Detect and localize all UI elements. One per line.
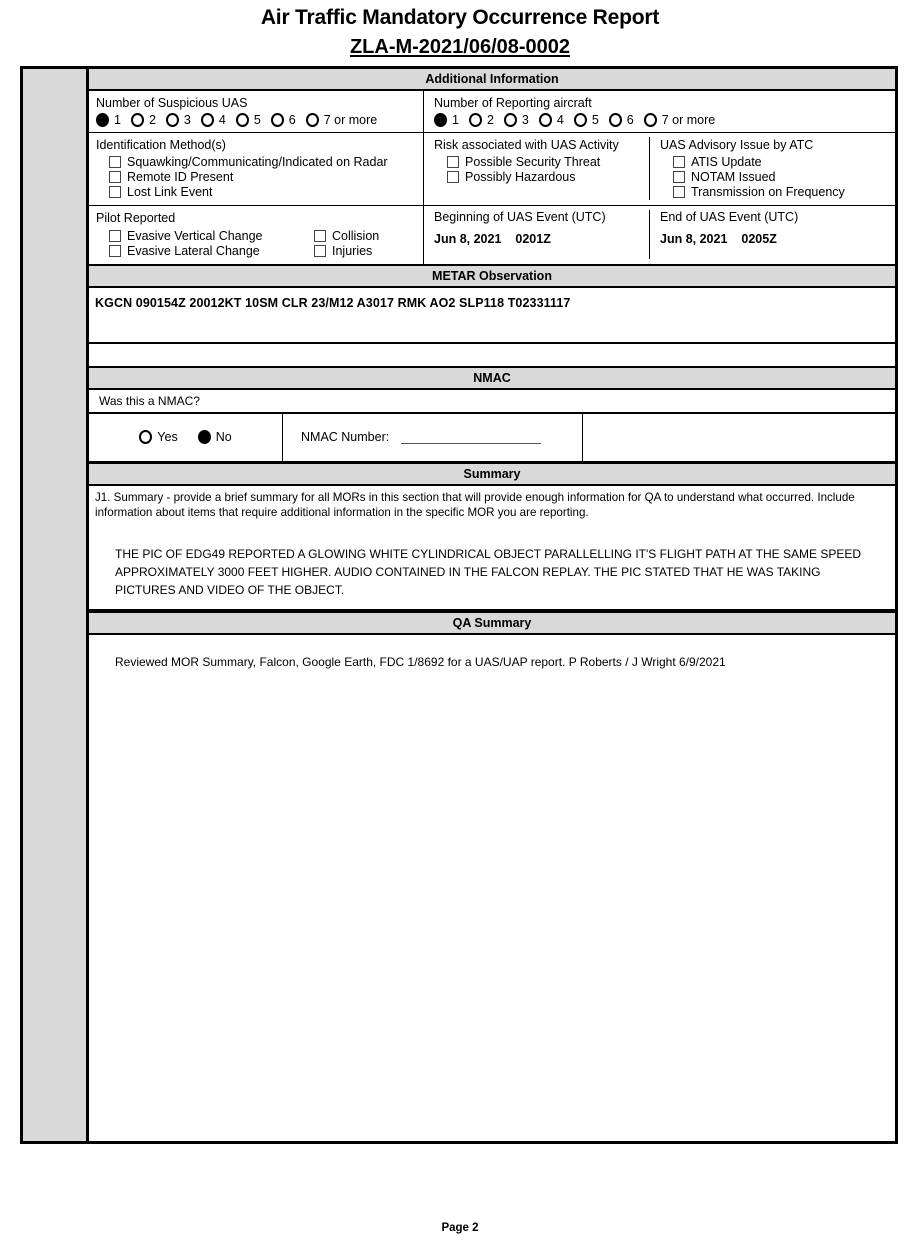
report-number — [0, 29, 920, 64]
checkbox-label: Injuries — [332, 243, 373, 258]
identification-risk-advisory-row — [89, 133, 895, 206]
pilot-reported-column-two — [301, 228, 423, 259]
radio-empty-icon[interactable] — [574, 113, 587, 127]
risk-label: Risk associated with UAS Activity — [434, 137, 619, 152]
radio-filled-icon[interactable] — [198, 430, 211, 444]
option-label: 4 — [556, 112, 564, 127]
summary-instruction: J1. Summary - provide a brief summary for all MORs in this section that will provide enough information for QA to understand what occurred. Include information about items that require additional information in the specific MOR you are reporting. — [95, 490, 855, 520]
checkbox-label: Collision — [332, 228, 380, 243]
identification-methods-label: Identification Method(s) — [96, 137, 226, 152]
suspicious-uas-option-5[interactable] — [236, 113, 261, 127]
risk-advisory-cell — [424, 133, 895, 205]
nmac-number-label: NMAC Number: — [301, 430, 390, 445]
checkbox-label: Possibly Hazardous — [465, 169, 576, 184]
metar-spacer — [89, 344, 895, 366]
radio-filled-icon[interactable] — [96, 113, 109, 127]
pilot-reported-column-one — [96, 228, 301, 259]
option-label: 7 or more — [661, 112, 716, 127]
checkbox-label: Squawking/Communicating/Indicated on Radar — [127, 154, 388, 169]
suspicious-uas-option-4[interactable] — [201, 113, 226, 127]
checkbox-icon[interactable] — [109, 230, 121, 242]
qa-summary-text[interactable]: Reviewed MOR Summary, Falcon, Google Earth, FDC 1/8692 for a UAS/UAP report. P Roberts / J Wright 6/9/2021 — [115, 654, 726, 669]
radio-empty-icon[interactable] — [504, 113, 517, 127]
checkbox-collision[interactable] — [314, 229, 423, 243]
option-label: 1 — [114, 112, 121, 127]
nmac-number-input[interactable] — [401, 431, 541, 444]
radio-empty-icon[interactable] — [539, 113, 552, 127]
suspicious-uas-option-3[interactable] — [166, 113, 191, 127]
event-begin-cell — [434, 210, 650, 259]
report-form — [20, 66, 898, 1144]
checkbox-label: Possible Security Threat — [465, 154, 601, 169]
nmac-question: Was this a NMAC? — [89, 390, 895, 414]
option-label: Yes — [157, 430, 178, 445]
event-end-value — [660, 232, 895, 246]
suspicious-uas-option-7-or-more[interactable] — [306, 113, 378, 127]
option-label: 3 — [183, 112, 191, 127]
page-title: Air Traffic Mandatory Occurrence Report — [260, 6, 660, 29]
radio-empty-icon[interactable] — [306, 113, 319, 127]
radio-empty-icon[interactable] — [644, 113, 657, 127]
section-header-summary: Summary — [89, 464, 895, 486]
checkbox-squawking-communicating-indicated-on-radar[interactable] — [109, 155, 423, 169]
suspicious-uas-cell — [89, 91, 424, 132]
radio-empty-icon[interactable] — [609, 113, 622, 127]
checkbox-icon[interactable] — [447, 171, 459, 183]
option-label: 4 — [218, 112, 226, 127]
checkbox-label: Lost Link Event — [127, 184, 213, 199]
checkbox-transmission-on-frequency[interactable] — [673, 185, 895, 199]
section-header-additional-information: Additional Information — [89, 69, 895, 91]
checkbox-lost-link-event[interactable] — [109, 185, 423, 199]
event-end-time: 0205Z — [741, 231, 777, 246]
section-header-metar: METAR Observation — [89, 264, 895, 288]
event-times-cell — [424, 206, 895, 264]
event-end-cell — [650, 210, 895, 259]
checkbox-icon[interactable] — [447, 156, 459, 168]
page-footer: Page 2 — [441, 1222, 479, 1234]
metar-body — [89, 288, 895, 344]
radio-empty-icon[interactable] — [271, 113, 284, 127]
radio-empty-icon[interactable] — [201, 113, 214, 127]
option-label: 6 — [626, 112, 634, 127]
suspicious-uas-option-6[interactable] — [271, 113, 296, 127]
checkbox-label: Remote ID Present — [127, 169, 234, 184]
checkbox-notam-issued[interactable] — [673, 170, 895, 184]
option-label: 2 — [148, 112, 156, 127]
checkbox-icon[interactable] — [109, 156, 121, 168]
reporting-aircraft-option-4[interactable] — [539, 113, 564, 127]
event-end-date: Jun 8, 2021 — [660, 231, 728, 246]
checkbox-icon[interactable] — [109, 245, 121, 257]
radio-empty-icon[interactable] — [469, 113, 482, 127]
form-content — [89, 69, 895, 1141]
checkbox-icon[interactable] — [673, 171, 685, 183]
option-label: 2 — [486, 112, 494, 127]
event-begin-time: 0201Z — [515, 231, 551, 246]
checkbox-icon[interactable] — [109, 186, 121, 198]
reporting-aircraft-option-3[interactable] — [504, 113, 529, 127]
section-header-nmac: NMAC — [89, 366, 895, 390]
summary-cell — [89, 486, 895, 611]
counts-row — [89, 91, 895, 133]
suspicious-uas-option-2[interactable] — [131, 113, 156, 127]
option-label: No — [215, 430, 232, 445]
nmac-empty-cell — [583, 414, 895, 461]
checkbox-label: NOTAM Issued — [691, 169, 776, 184]
checkbox-possibly-hazardous[interactable] — [447, 170, 641, 184]
event-begin-date: Jun 8, 2021 — [434, 231, 502, 246]
reporting-aircraft-option-7-or-more[interactable] — [644, 113, 716, 127]
nmac-radio-group[interactable] — [89, 414, 283, 461]
radio-empty-icon[interactable] — [131, 113, 144, 127]
reporting-aircraft-cell — [424, 91, 895, 132]
checkbox-label: Transmission on Frequency — [691, 184, 845, 199]
advisory-cell — [650, 137, 895, 200]
suspicious-uas-option-1[interactable] — [96, 113, 121, 127]
reporting-aircraft-option-1[interactable] — [434, 113, 459, 127]
event-begin-label: Beginning of UAS Event (UTC) — [434, 209, 606, 224]
pilot-reported-events-row — [89, 206, 895, 264]
radio-filled-icon[interactable] — [434, 113, 447, 127]
checkbox-atis-update[interactable] — [673, 155, 895, 169]
checkbox-label: Evasive Vertical Change — [127, 228, 263, 243]
pilot-reported-label: Pilot Reported — [96, 210, 176, 225]
option-label: 1 — [452, 112, 459, 127]
suspicious-uas-label: Number of Suspicious UAS — [96, 96, 248, 110]
checkbox-evasive-lateral-change[interactable] — [109, 244, 301, 258]
reporting-aircraft-option-2[interactable] — [469, 113, 494, 127]
event-end-label: End of UAS Event (UTC) — [660, 209, 799, 224]
suspicious-uas-radio-group[interactable] — [96, 113, 423, 127]
radio-empty-icon[interactable] — [139, 430, 152, 444]
pilot-reported-cell — [89, 206, 424, 264]
checkbox-icon[interactable] — [673, 186, 685, 198]
nmac-answer-row — [89, 414, 895, 464]
option-label: 3 — [521, 112, 529, 127]
checkbox-evasive-vertical-change[interactable] — [109, 229, 301, 243]
reporting-aircraft-radio-group[interactable] — [434, 113, 895, 127]
checkbox-remote-id-present[interactable] — [109, 170, 423, 184]
nmac-option-no[interactable] — [198, 430, 232, 444]
option-label: 7 or more — [323, 112, 378, 127]
checkbox-injuries[interactable] — [314, 244, 423, 258]
radio-empty-icon[interactable] — [236, 113, 249, 127]
checkbox-icon[interactable] — [314, 245, 326, 257]
checkbox-icon[interactable] — [673, 156, 685, 168]
report-number-text: ZLA-M-2021/06/08-0002 — [349, 36, 571, 59]
checkbox-label: ATIS Update — [691, 154, 762, 169]
advisory-label: UAS Advisory Issue by ATC — [660, 137, 814, 152]
option-label: 5 — [591, 112, 599, 127]
checkbox-icon[interactable] — [314, 230, 326, 242]
metar-text: KGCN 090154Z 20012KT 10SM CLR 23/M12 A3017 RMK AO2 SLP118 T02331117 — [95, 295, 571, 310]
left-margin-gutter — [23, 69, 89, 1141]
nmac-number-cell — [283, 414, 583, 461]
identification-methods-cell — [89, 133, 424, 205]
pilot-reported-grid — [96, 228, 423, 259]
option-label: 6 — [288, 112, 296, 127]
option-label: 5 — [253, 112, 261, 127]
checkbox-icon[interactable] — [109, 171, 121, 183]
summary-text[interactable]: THE PIC OF EDG49 REPORTED A GLOWING WHITE CYLINDRICAL OBJECT PARALLELLING IT'S FLIGHT PATH AT THE SAME SPEED APPROXIMATELY 3000 FEET HIGHER. AUDIO CONTAINED IN THE FALCON REPLAY. THE PIC STATED THAT HE WAS TAKING PICTURES AND VIDEO OF THE OBJECT. — [115, 546, 862, 597]
reporting-aircraft-option-6[interactable] — [609, 113, 634, 127]
radio-empty-icon[interactable] — [166, 113, 179, 127]
nmac-option-yes[interactable] — [139, 430, 177, 444]
reporting-aircraft-label: Number of Reporting aircraft — [434, 96, 592, 110]
section-header-qa-summary: QA Summary — [89, 611, 895, 635]
risk-cell — [434, 137, 650, 200]
reporting-aircraft-option-5[interactable] — [574, 113, 599, 127]
checkbox-possible-security-threat[interactable] — [447, 155, 641, 169]
checkbox-label: Evasive Lateral Change — [127, 243, 260, 258]
event-begin-value — [434, 232, 641, 246]
